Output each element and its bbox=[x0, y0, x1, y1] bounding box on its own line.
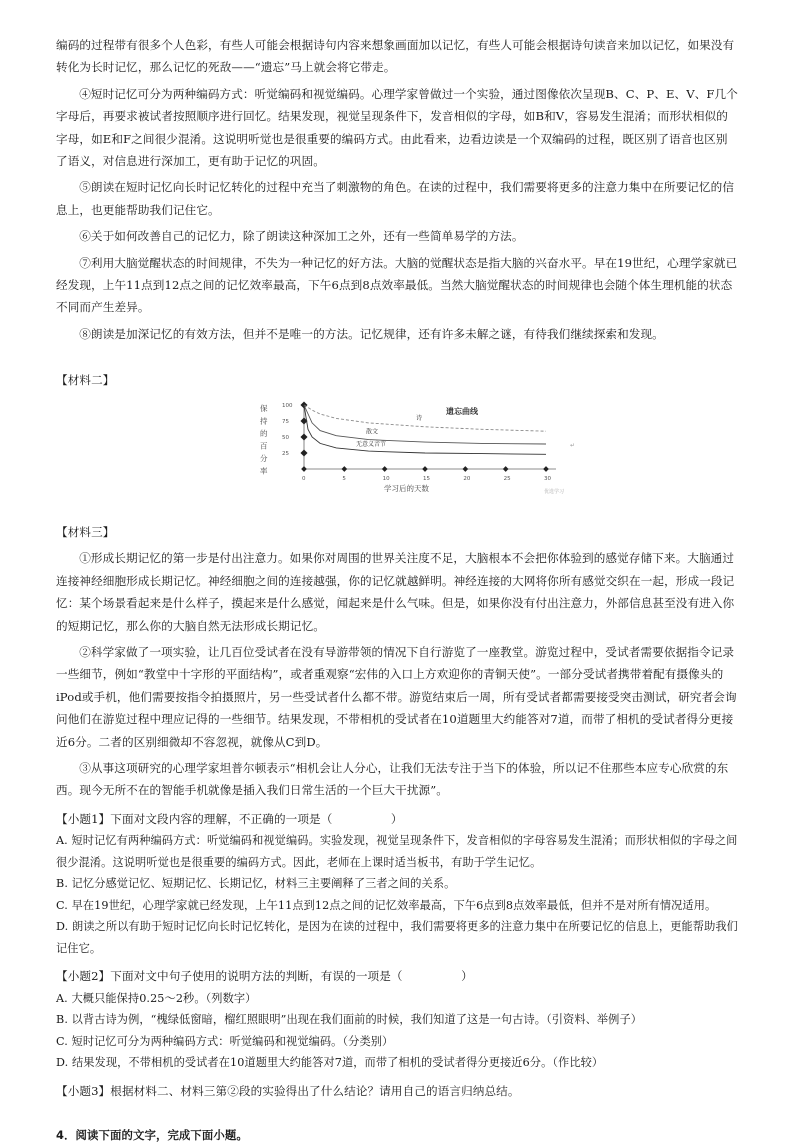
x-tick-label: 30 bbox=[544, 476, 551, 483]
y-tick-label: 25 bbox=[282, 451, 289, 458]
y-tick-label: 50 bbox=[282, 435, 289, 442]
x-tick-marker bbox=[543, 466, 549, 472]
question-3-stem: 【小题3】根据材料二、材料三第②段的实验得出了什么结论？请用自己的语言归纳总结。 bbox=[56, 1083, 520, 1098]
material-3-paragraph-3: ③从事这项研究的心理学家坦普尔顿表示“相机会让人分心，让我们无法专注于当下的体验，所以记不住那些本应专心欣赏的东西。现今无所不在的智能手机就像是插入我们日常生活的一个巨大干扰源”。 bbox=[56, 760, 729, 798]
chart-mark: ↵ bbox=[570, 442, 576, 450]
y-tick-label: 75 bbox=[282, 419, 289, 426]
question-1-option-d: D. 朗读之所以有助于短时记忆向长时记忆转化，是因为在读的过程中，我们需要将更多的注意力集中在所要记忆的信息上，更能帮助我们记住它。 bbox=[56, 920, 738, 955]
y-axis-label-char: 分 bbox=[260, 454, 268, 464]
y-tick-marker bbox=[300, 434, 307, 441]
x-tick-label: 0 bbox=[302, 476, 306, 483]
forgetting-curve-chart bbox=[256, 401, 586, 497]
chart-watermark: 优选学习 bbox=[544, 489, 565, 496]
y-axis-label-char: 保 bbox=[260, 404, 268, 414]
y-axis-label-char: 率 bbox=[260, 466, 268, 476]
chart-svg bbox=[256, 401, 586, 497]
y-axis-label-char: 的 bbox=[260, 429, 268, 439]
material-3-paragraph-2: ②科学家做了一项实验，让几百位受试者在没有导游带领的情况下自行游览了一座教堂。游览过程中，受试者需要依据指令记录一些细节，例如“教堂中十字形的平面结构”，或者重观察“宏伟的入口上方欢迎你的青铜天使”。一部分受试者携带着配有摄像头的iPod或手机，他们需要按指令拍摄照片，另一些受试者什么都不带。游览结束后一周，所有受试者都需要接受突击测试，研究者会询问他们在游览过程中理应记得的一些细节。结果发现，不带相机的受试者在10道题里大约能答对7道，而带了相机的受试者得分更接近6分。二者的区别细微却不容忽视，就像从C到D。 bbox=[56, 644, 737, 749]
question-1-option-a: A. 短时记忆有两种编码方式：听觉编码和视觉编码。实验发现，视觉呈现条件下，发音相似的字母容易发生混淆；而形状相似的字母之间很少混淆。这说明听觉也是很重要的编码方式。因此，老师在上课时适当板书，有助于学生记忆。 bbox=[56, 834, 738, 869]
x-tick-marker bbox=[342, 466, 348, 472]
x-tick-label: 25 bbox=[503, 476, 511, 483]
question-1-stem: 【小题1】下面对文段内容的理解，不正确的一项是（ ） bbox=[56, 811, 403, 826]
chart-title: 遗忘曲线 bbox=[446, 407, 478, 417]
paragraph-intro-continued: 编码的过程带有很多个人色彩，有些人可能会根据诗句内容来想象画面加以记忆，有些人可能会根据诗句读音来加以记忆，如果没有转化为长时记忆，那么记忆的死敌——“遗忘”马上就会将它带走。 bbox=[56, 38, 735, 75]
series-line-1 bbox=[304, 405, 546, 431]
material-3-paragraph-1: ①形成长期记忆的第一步是付出注意力。如果你对周围的世界关注度不足，大脑根本不会把你体验到的感觉存储下来。大脑通过连接神经细胞形成长期记忆。神经细胞之间的连接越强，你的记忆就越鲜明。神经连接的大网将你所有感觉交织在一起，形成一段记忆：某个场景看起来是什么样子，摸起来是什么感觉，闻起来是什么气味。但是，如果你没有付出注意力，外部信息甚至没有进入你的短期记忆，那么你的大脑自然无法形成长期记忆。 bbox=[56, 551, 735, 633]
x-tick-marker bbox=[382, 466, 388, 472]
question-2-option-b: B. 以背古诗为例，“槐绿低窗暗，榴红照眼明”出现在我们面前的时候，我们知道了这是一句古诗。（引资料、举例子） bbox=[56, 1013, 643, 1027]
x-tick-marker bbox=[301, 466, 307, 472]
question-1-option-b: B. 记忆分感觉记忆、短期记忆、长期记忆，材料三主要阐释了三者之间的关系。 bbox=[56, 877, 456, 891]
question-1-option-c: C. 早在19世纪，心理学家就已经发现，上午11点到12点之间的记忆效率最高，下午6点到8点效率最低，但并不是对所有情况适用。 bbox=[56, 898, 717, 912]
x-tick-label: 5 bbox=[342, 476, 346, 483]
x-tick-label: 20 bbox=[463, 476, 471, 483]
material-3-heading: 【材料三】 bbox=[56, 525, 115, 540]
y-tick-label: 100 bbox=[282, 403, 293, 410]
series-label-3: 无意义音节 bbox=[356, 441, 387, 449]
series-line-2 bbox=[304, 405, 546, 444]
series-label-2: 散文 bbox=[366, 429, 379, 437]
y-axis-label-char: 持 bbox=[260, 416, 268, 426]
x-tick-marker bbox=[503, 466, 509, 472]
question-2-option-d: D. 结果发现，不带相机的受试者在10道题里大约能答对7道，而带了相机的受试者得分更接近6分。（作比较） bbox=[56, 1056, 604, 1070]
document-page bbox=[56, 34, 738, 1146]
x-axis-label: 学习后的天数 bbox=[384, 484, 429, 494]
paragraph-8: ⑧朗读是加深记忆的有效方法，但并不是唯一的方法。记忆规律，还有许多未解之谜，有待我们继续探索和发现。 bbox=[79, 326, 664, 341]
paragraph-5: ⑤朗读在短时记忆向长时记忆转化的过程中充当了刺激物的角色。在读的过程中，我们需要将更多的注意力集中在所要记忆的信息上，也更能帮助我们记住它。 bbox=[56, 180, 735, 217]
question-2-option-c: C. 短时记忆可分为两种编码方式：听觉编码和视觉编码。（分类别） bbox=[56, 1034, 394, 1048]
material-2-heading: 【材料二】 bbox=[56, 373, 115, 388]
paragraph-4: ④短时记忆可分为两种编码方式：听觉编码和视觉编码。心理学家曾做过一个实验，通过图像依次呈现B、C、P、E、V、F几个字母后，再要求被试者按照顺序进行回忆。结果发现，视觉呈现条件下，发音相似的字母，如B和V，容易发生混淆；而形状相似的字母，如E和F之间很少混淆。这说明听觉也是很重要的编码方式。由此看来，边看边读是一个双编码的过程，既区别了语音也区别了语义，对信息进行深加工，更有助于记忆的巩固。 bbox=[56, 86, 738, 169]
question-2-stem: 【小题2】下面对文中句子使用的说明方法的判断，有误的一项是（ ） bbox=[56, 969, 473, 984]
paragraph-7: ⑦利用大脑觉醒状态的时间规律，不失为一种记忆的好方法。大脑的觉醒状态是指大脑的兴奋水平。早在19世纪，心理学家就已经发现，上午11点到12点之间的记忆效率最高，下午6点到8点效率最低。当然大脑觉醒状态的时间规律也会随个体生理机能的状态不同而产生差异。 bbox=[56, 255, 738, 315]
section-4-heading: 4．阅读下面的文字，完成下面小题。 bbox=[56, 1127, 248, 1142]
question-2-option-a: A. 大概只能保持0.25～2秒。（列数字） bbox=[56, 991, 257, 1005]
y-tick-marker bbox=[300, 450, 307, 457]
x-tick-marker bbox=[463, 466, 469, 472]
x-tick-label: 15 bbox=[423, 476, 430, 483]
y-axis-label bbox=[260, 404, 268, 476]
series-label-1: 诗 bbox=[416, 415, 423, 423]
y-axis-label-char: 百 bbox=[260, 441, 268, 451]
x-tick-marker bbox=[422, 466, 428, 472]
series-line-3 bbox=[304, 405, 546, 454]
paragraph-6: ⑥关于如何改善自己的记忆力，除了朗读这种深加工之外，还有一些简单易学的方法。 bbox=[79, 229, 524, 244]
x-tick-label: 10 bbox=[382, 476, 390, 483]
